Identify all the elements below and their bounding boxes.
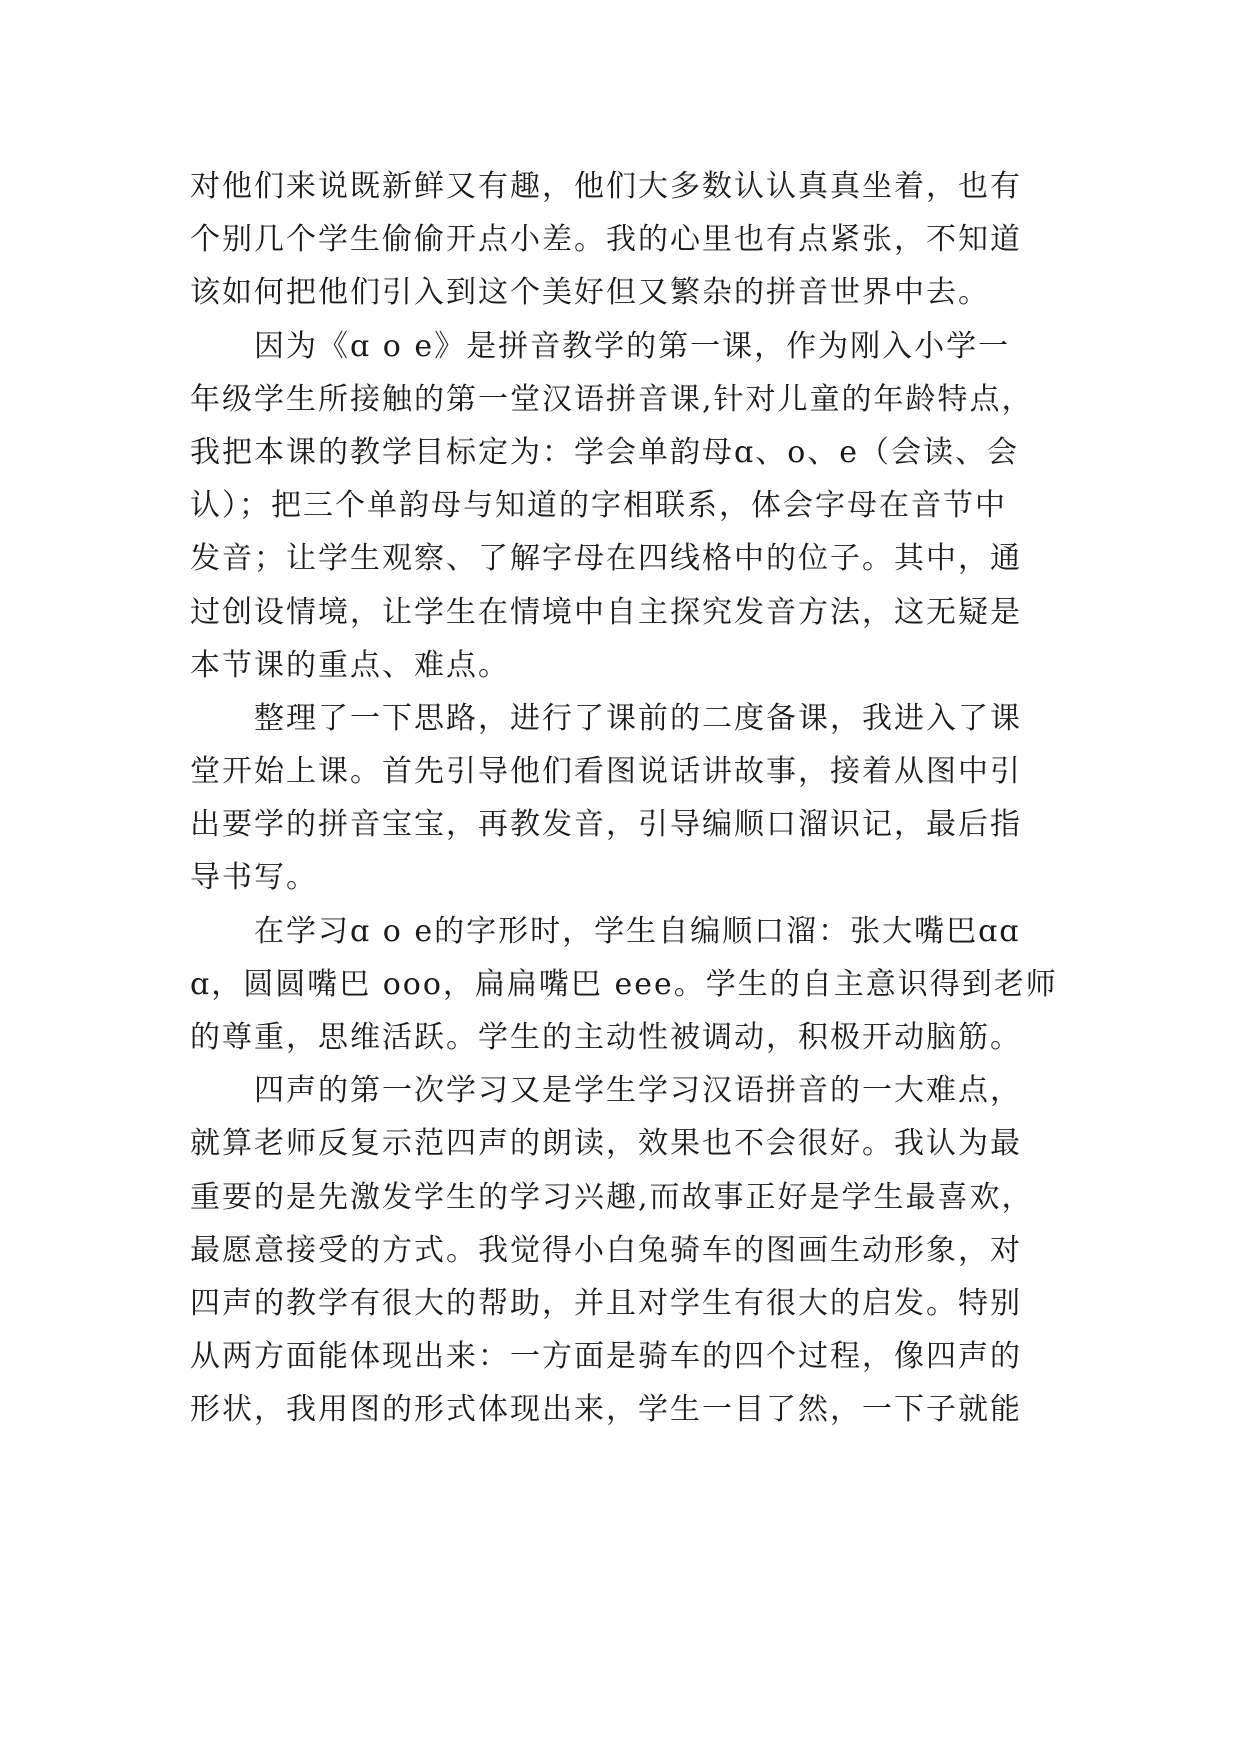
text-line: 年级学生所接触的第一堂汉语拼音课,针对儿童的年龄特点，: [190, 381, 1034, 417]
text-line: 的尊重，思维活跃。学生的主动性被调动，积极开动脑筋。: [190, 1020, 1022, 1055]
paragraph-first-line: 因为《ɑ o e》是拼音教学的第一课，作为刚入小学一: [254, 328, 1011, 364]
text-line: 从两方面能体现出来：一方面是骑车的四个过程，像四声的: [190, 1339, 1022, 1375]
text-line: 最愿意接受的方式。我觉得小白兔骑车的图画生动形象，对: [190, 1232, 1022, 1268]
text-line: 本节课的重点、难点。: [190, 647, 510, 683]
text-line: 过创设情境，让学生在情境中自主探究发音方法，这无疑是: [190, 594, 1022, 630]
text-line: 个别几个学生偷偷开点小差。我的心里也有点紧张，不知道: [190, 222, 1022, 258]
paragraph-first-line: 在学习ɑ o e的字形时，学生自编顺口溜：张大嘴巴ɑɑ: [254, 913, 1021, 949]
paragraph-first-line: 整理了一下思路，进行了课前的二度备课，我进入了课: [254, 700, 1022, 736]
paragraph-first-line: 四声的第一次学习又是学生学习汉语拼音的一大难点，: [254, 1073, 1022, 1109]
text-line: 我把本课的教学目标定为：学会单韵母ɑ、o、e（会读、会: [190, 434, 1020, 470]
text-line: 对他们来说既新鲜又有趣，他们大多数认认真真坐着，也有: [190, 169, 1022, 204]
text-line: 四声的教学有很大的帮助，并且对学生有很大的启发。特别: [190, 1285, 1022, 1321]
text-line: 导书写。: [190, 860, 318, 896]
text-line: 认）；把三个单韵母与知道的字相联系，体会字母在音节中: [190, 488, 1007, 524]
body-text: [190, 160, 1058, 1437]
text-line: ɑ，圆圆嘴巴 ooo，扁扁嘴巴 eee。学生的自主意识得到老师: [190, 966, 1058, 1002]
text-line: 发音；让学生观察、了解字母在四线格中的位子。其中，通: [190, 541, 1022, 577]
text-line: 出要学的拼音宝宝，再教发音，引导编顺口溜识记，最后指: [190, 807, 1022, 843]
text-line: 就算老师反复示范四声的朗读，效果也不会很好。我认为最: [190, 1126, 1022, 1162]
text-line: 该如何把他们引入到这个美好但又繁杂的拼音世界中去。: [190, 275, 990, 311]
text-line: 堂开始上课。首先引导他们看图说话讲故事，接着从图中引: [190, 754, 1022, 790]
text-line: 重要的是先激发学生的学习兴趣,而故事正好是学生最喜欢，: [190, 1179, 1034, 1215]
text-line: 形状，我用图的形式体现出来，学生一目了然，一下子就能: [190, 1392, 1022, 1428]
